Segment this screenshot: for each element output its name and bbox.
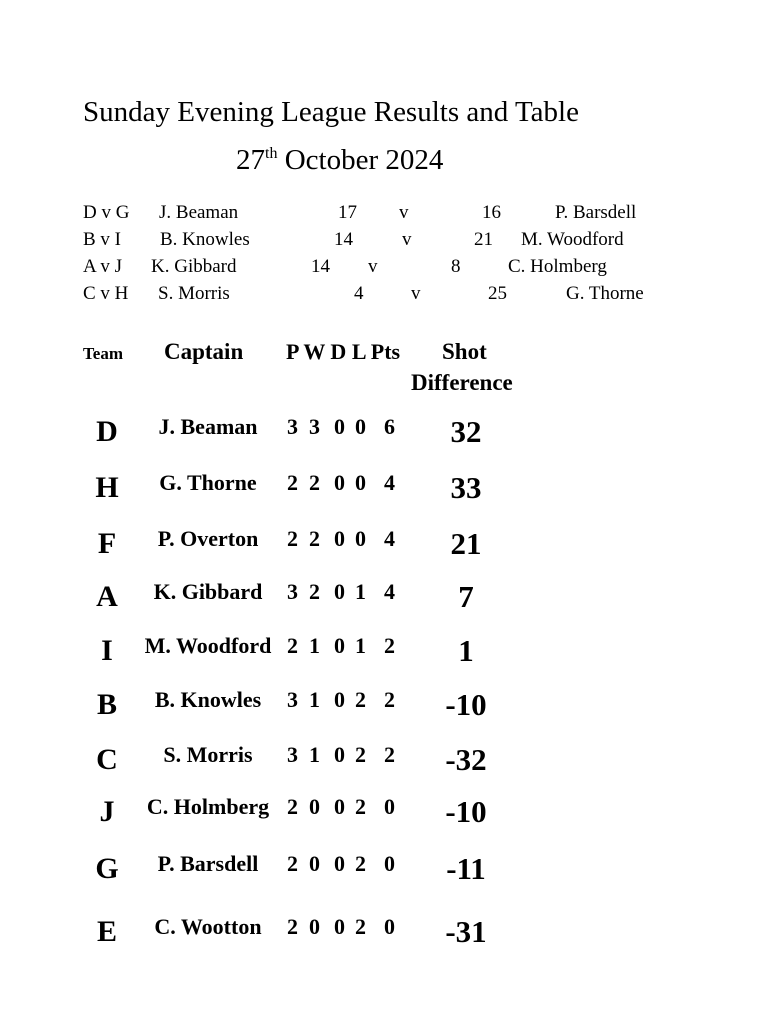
- stat-pts: 0: [384, 851, 395, 876]
- stat-l: 0: [355, 414, 366, 439]
- team-letter: C: [96, 743, 118, 776]
- stat-l: 0: [355, 470, 366, 495]
- team-letter: H: [95, 471, 119, 504]
- result-vs: v: [399, 202, 409, 223]
- result-vs: v: [402, 229, 412, 250]
- stat-p: 3: [287, 742, 298, 767]
- stat-w: 2: [309, 526, 320, 551]
- stat-pts: 0: [384, 914, 395, 939]
- shot-difference: 32: [450, 414, 482, 449]
- team-captain: K. Gibbard: [153, 579, 263, 604]
- team-captain: P. Barsdell: [157, 851, 259, 876]
- result-player1: S. Morris: [158, 283, 230, 304]
- stat-w: 1: [309, 687, 320, 712]
- result-player2: P. Barsdell: [555, 202, 637, 223]
- stat-pts: 2: [384, 687, 395, 712]
- result-score1: 14: [311, 256, 330, 277]
- shot-difference: -10: [445, 687, 487, 722]
- team-captain: B. Knowles: [154, 687, 262, 712]
- shot-difference: -11: [446, 851, 486, 886]
- stat-w: 2: [309, 579, 320, 604]
- stat-pts: 2: [384, 633, 395, 658]
- stat-p: 3: [287, 579, 298, 604]
- stat-d: 0: [334, 526, 345, 551]
- result-score2: 8: [451, 256, 461, 277]
- team-captain: S. Morris: [163, 742, 253, 767]
- shot-difference: 1: [458, 633, 474, 668]
- stat-w: 1: [309, 742, 320, 767]
- team-letter: J: [99, 795, 115, 828]
- header-difference: Difference: [411, 370, 513, 395]
- stat-pts: 4: [384, 526, 395, 551]
- shot-difference: 21: [450, 526, 482, 561]
- result-player2: C. Holmberg: [508, 256, 607, 277]
- stat-pts: 4: [384, 470, 395, 495]
- stat-d: 0: [334, 914, 345, 939]
- stat-pts: 0: [384, 794, 395, 819]
- stat-w: 0: [309, 794, 320, 819]
- result-score1: 14: [334, 229, 353, 250]
- result-match: C v H: [83, 283, 129, 304]
- result-player1: K. Gibbard: [151, 256, 237, 277]
- team-letter: I: [101, 634, 113, 667]
- team-captain: M. Woodford: [144, 633, 272, 658]
- team-captain: G. Thorne: [159, 470, 257, 495]
- team-letter: A: [96, 580, 118, 613]
- shot-difference: -32: [445, 742, 487, 777]
- team-captain: J. Beaman: [158, 414, 258, 439]
- result-score2: 25: [488, 283, 507, 304]
- result-player1: B. Knowles: [160, 229, 250, 250]
- team-letter: G: [95, 852, 119, 885]
- stat-p: 2: [287, 794, 298, 819]
- date-suffix: th: [265, 145, 278, 162]
- result-vs: v: [368, 256, 378, 277]
- team-letter: D: [96, 415, 118, 448]
- date-day: 27: [236, 144, 265, 176]
- stat-l: 2: [355, 687, 366, 712]
- shot-difference: 7: [458, 579, 474, 614]
- result-score1: 4: [354, 283, 364, 304]
- stat-l: 2: [355, 794, 366, 819]
- result-score1: 17: [338, 202, 357, 223]
- date-month-year: October 2024: [277, 144, 444, 176]
- stat-w: 2: [309, 470, 320, 495]
- stat-p: 2: [287, 914, 298, 939]
- stat-d: 0: [334, 742, 345, 767]
- result-vs: v: [411, 283, 421, 304]
- stat-l: 2: [355, 851, 366, 876]
- stat-l: 1: [355, 579, 366, 604]
- page-title: Sunday Evening League Results and Table: [83, 96, 579, 128]
- team-letter: E: [96, 915, 117, 948]
- stat-w: 0: [309, 914, 320, 939]
- stat-d: 0: [334, 851, 345, 876]
- stat-d: 0: [334, 579, 345, 604]
- team-captain: P. Overton: [157, 526, 259, 551]
- stat-l: 2: [355, 914, 366, 939]
- results-date: [236, 142, 443, 178]
- team-captain: C. Wootton: [154, 914, 262, 939]
- stat-w: 1: [309, 633, 320, 658]
- stat-p: 3: [287, 414, 298, 439]
- stat-pts: 4: [384, 579, 395, 604]
- stat-p: 2: [287, 633, 298, 658]
- stat-l: 2: [355, 742, 366, 767]
- stat-w: 3: [309, 414, 320, 439]
- stat-w: 0: [309, 851, 320, 876]
- shot-difference: -10: [445, 794, 487, 829]
- shot-difference: -31: [445, 914, 487, 949]
- team-captain: C. Holmberg: [146, 794, 270, 819]
- result-match: B v I: [83, 229, 121, 250]
- stat-p: 2: [287, 470, 298, 495]
- stat-d: 0: [334, 470, 345, 495]
- result-score2: 21: [474, 229, 493, 250]
- team-letter: B: [96, 688, 117, 721]
- stat-pts: 6: [384, 414, 395, 439]
- header-pwdl-pts: P W D L Pts: [286, 339, 401, 364]
- shot-difference: 33: [450, 470, 482, 505]
- result-player1: J. Beaman: [159, 202, 239, 223]
- team-letter: F: [97, 527, 117, 560]
- stat-p: 3: [287, 687, 298, 712]
- result-player2: M. Woodford: [521, 229, 624, 250]
- stat-p: 2: [287, 526, 298, 551]
- stat-l: 1: [355, 633, 366, 658]
- stat-d: 0: [334, 414, 345, 439]
- stat-l: 0: [355, 526, 366, 551]
- stat-p: 2: [287, 851, 298, 876]
- result-match: D v G: [83, 202, 130, 223]
- header-captain: Captain: [164, 339, 244, 364]
- stat-d: 0: [334, 687, 345, 712]
- stat-d: 0: [334, 633, 345, 658]
- result-player2: G. Thorne: [566, 283, 644, 304]
- stat-pts: 2: [384, 742, 395, 767]
- result-score2: 16: [482, 202, 501, 223]
- header-team: Team: [83, 344, 123, 363]
- result-match: A v J: [83, 256, 123, 277]
- header-shot: Shot: [442, 339, 487, 364]
- stat-d: 0: [334, 794, 345, 819]
